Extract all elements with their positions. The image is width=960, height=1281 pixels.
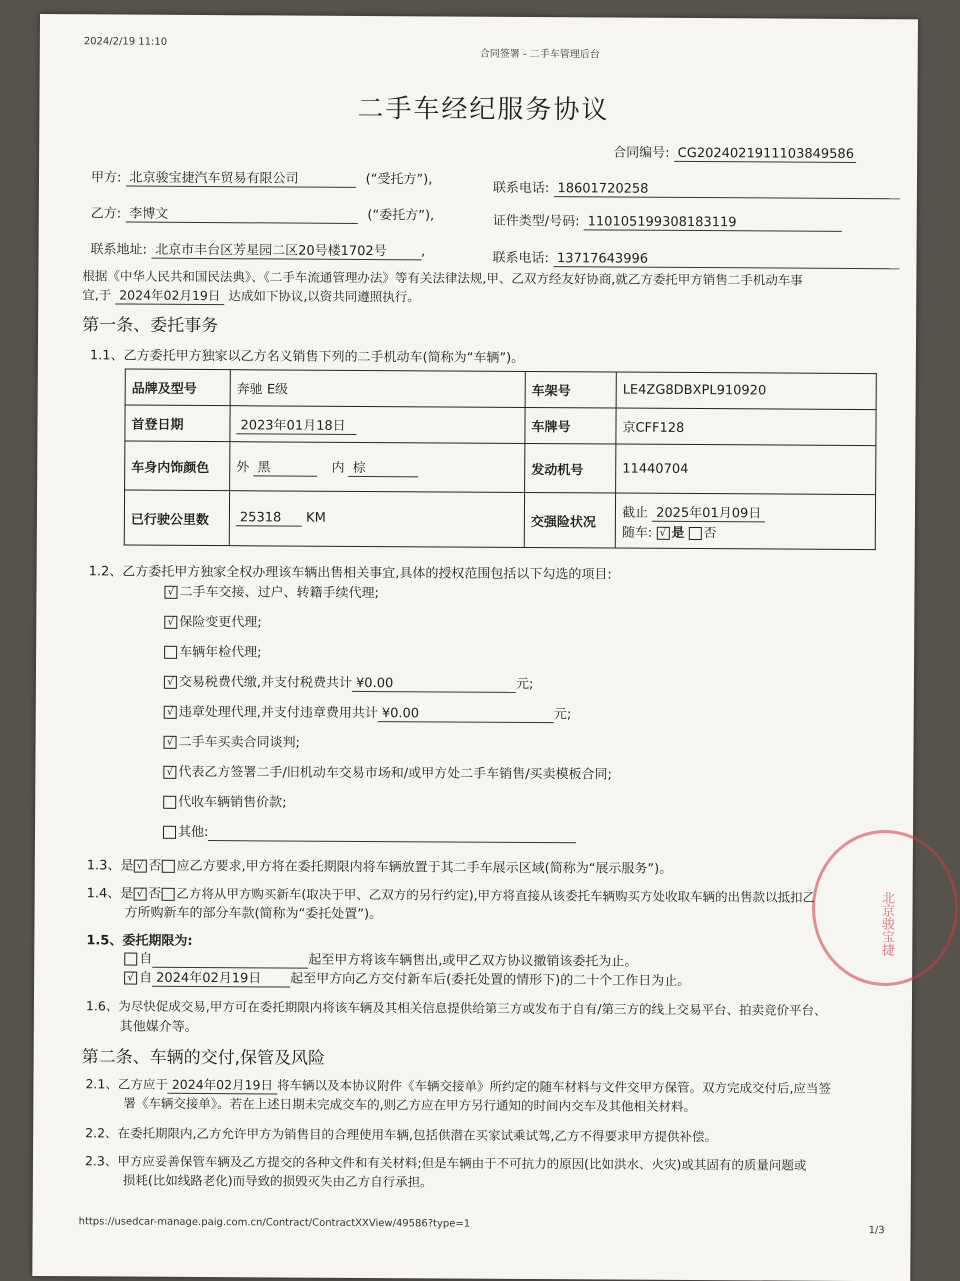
empty-checkbox bbox=[161, 860, 174, 873]
checked-checkbox: √ bbox=[163, 766, 176, 779]
party-a-phone: 联系电话: 18601720258 bbox=[493, 177, 900, 199]
clause-2-2: 2.2、在委托期限内,乙方允许甲方为销售目的合理使用车辆,包括供潜在买家试乘试驾,乙方不得要求甲方提供补偿。 bbox=[85, 1125, 718, 1145]
vehicle-table bbox=[124, 369, 877, 551]
intro-line-2: 宜,于 2024年02月19日 达成如下协议,以资共同遵照执行。 bbox=[82, 287, 420, 305]
vehicle-reg-date: 2023年01月18日 bbox=[236, 414, 356, 435]
page-title: 二手车经纪服务协议 bbox=[357, 93, 610, 126]
site-title: 合同签署 - 二手车管理后台 bbox=[479, 48, 600, 61]
clause-1-4-line-2: 方所购新车的部分车款(简称为“委托处置”)。 bbox=[124, 905, 383, 923]
list-item: √ 代表乙方签署二手/旧机动车交易市场和/或甲方处二手车销售/买卖模板合同; bbox=[163, 761, 612, 783]
table-row: 已行驶公里数 25318 KM 交强险状况 截止 2025年01月09日 随车: √ 是 否 bbox=[124, 490, 875, 550]
party-a-name: 北京骏宝捷汽车贸易有限公司 bbox=[125, 167, 355, 188]
party-b-address: 联系地址: 北京市丰台区芳星园二区20号楼1702号 , bbox=[91, 238, 426, 260]
checked-checkbox: √ bbox=[164, 616, 177, 629]
table-row: 品牌及型号 奔驰 E级 车架号 LE4ZG8DBXPL910920 bbox=[125, 369, 876, 410]
clause-1-2: 1.2、乙方委托甲方独家全权办理该车辆出售相关事宜,具体的授权范围包括以下勾选的项目: bbox=[88, 564, 612, 583]
table-row: 车身内饰颜色 外 黑 内 棕 发动机号 11440704 bbox=[125, 441, 876, 495]
clause-1-4: 1.4、是 √ 否 乙方将从甲方购买新车(取决于甲、乙双方的另行约定),甲方将直接从该委托车辆购买方处收取车辆的出售款以抵扣乙 bbox=[86, 885, 816, 905]
empty-checkbox bbox=[161, 888, 174, 901]
clause-2-1: 2.1、乙方应于 2024年02月19日 将车辆以及本协议附件《车辆交接单》所约定的随车材料与文件交甲方保管。双方完成交付后,应当签 bbox=[85, 1076, 832, 1096]
vehicle-mileage: 25318 bbox=[236, 510, 302, 526]
clause-2-3: 2.3、甲方应妥善保管车辆及乙方提交的各种文件和有关材料;但是车辆由于不可抗力的原因(比如洪水、火灾)或其固有的质量问题或 bbox=[84, 1153, 807, 1173]
checked-checkbox: √ bbox=[133, 860, 146, 873]
clause-1-6: 1.6、为尽快促成交易,甲方可在委托期限内将该车辆及其相关信息提供给第三方或发布于自有/第三方的线上交易平台、拍卖竞价平台、 bbox=[85, 998, 827, 1018]
insurance-no-checkbox bbox=[688, 526, 701, 539]
company-seal: 北京骏宝捷 bbox=[812, 830, 958, 986]
page-number: 1/3 bbox=[868, 1225, 885, 1237]
section-1-title: 第一条、委托事务 bbox=[82, 315, 219, 337]
party-b-row: 乙方: 李博文 (“委托方”), bbox=[91, 202, 435, 224]
intro-line-1: 根据《中华人民共和国民法典》、《二手车流通管理办法》等有关法律法规,甲、乙双方经友好协商,就乙方委托甲方销售二手机动车事 bbox=[82, 268, 803, 288]
empty-checkbox bbox=[164, 646, 177, 659]
checked-checkbox: √ bbox=[124, 972, 137, 985]
exterior-color: 黑 bbox=[253, 456, 317, 476]
party-b-name: 李博文 bbox=[125, 203, 357, 224]
empty-checkbox bbox=[163, 826, 176, 839]
list-item: √ 二手车交接、过户、转籍手续代理; bbox=[164, 581, 379, 601]
party-b-id: 证件类型/号码: 110105199308183119 bbox=[493, 210, 842, 232]
contract-page bbox=[32, 14, 918, 1281]
list-item: √ 交易税费代缴,并支付税费共计 ¥0.00 元; bbox=[164, 671, 534, 693]
section-2-title: 第二条、车辆的交付,保管及风险 bbox=[81, 1047, 326, 1069]
interior-color: 棕 bbox=[349, 457, 419, 477]
term-option-a: 自 起至甲方将该车辆售出,或甲乙双方协议撤销该委托为止。 bbox=[124, 948, 637, 971]
insurance-date: 2025年01月09日 bbox=[652, 501, 765, 522]
clause-2-3-line-2: 损耗(比如线路老化)而导致的损毁灭失由乙方自行承担。 bbox=[122, 1172, 433, 1190]
term-option-b: √ 自 2024年02月19日 起至甲方向乙方交付新车后(委托处置的情形下)的二十个工作日为止。 bbox=[124, 967, 690, 990]
list-item: √ 二手车买卖合同谈判; bbox=[164, 731, 301, 751]
clause-2-1-line-2: 署《车辆交接单》。若在上述日期未完成交车的,则乙方应在甲方另行通知的时间内交车及其他相关材料。 bbox=[123, 1095, 697, 1115]
empty-checkbox bbox=[124, 953, 137, 966]
checked-checkbox: √ bbox=[133, 888, 146, 901]
vehicle-plate: 京CFF128 bbox=[616, 408, 876, 446]
party-a-row: 甲方: 北京骏宝捷汽车贸易有限公司 (“受托方”), bbox=[91, 166, 433, 188]
footer-url: https://usedcar-manage.paig.com.cn/Contract/ContractXXView/49586?type=1 bbox=[78, 1216, 471, 1230]
vehicle-engine: 11440704 bbox=[616, 444, 876, 495]
checked-checkbox: √ bbox=[164, 736, 177, 749]
clause-1-1: 1.1、乙方委托甲方独家以乙方名义销售下列的二手机动车(简称为“车辆”)。 bbox=[89, 348, 525, 366]
party-b-phone: 联系电话: 13717643996 bbox=[492, 247, 899, 269]
clause-1-6-line-2: 其他媒介等。 bbox=[119, 1019, 198, 1035]
print-datetime: 2024/2/19 11:10 bbox=[83, 36, 168, 48]
list-item: 代收车辆销售价款; bbox=[163, 791, 287, 811]
list-item: √ 违章处理代理,并支付违章费用共计 ¥0.00 元; bbox=[164, 701, 572, 723]
list-item: 车辆年检代理; bbox=[164, 641, 262, 661]
vehicle-brand: 奔驰 E级 bbox=[230, 370, 525, 408]
list-item: 其他: bbox=[163, 821, 577, 844]
contract-number: 合同编号: CG2024021911103849586 bbox=[613, 145, 855, 162]
empty-checkbox bbox=[163, 796, 176, 809]
clause-1-5-title: 1.5、委托期限为: bbox=[86, 933, 193, 949]
vehicle-vin: LE4ZG8DBXPL910920 bbox=[616, 372, 876, 410]
clause-1-3: 1.3、是 √ 否 应乙方要求,甲方将在委托期限内将车辆放置于其二手车展示区域(简称为“展示服务”)。 bbox=[86, 858, 673, 877]
table-row: 首登日期 2023年01月18日 车牌号 京CFF128 bbox=[125, 405, 876, 446]
checked-checkbox: √ bbox=[164, 586, 177, 599]
checked-checkbox: √ bbox=[164, 706, 177, 719]
list-item: √ 保险变更代理; bbox=[164, 611, 262, 631]
insurance-yes-checkbox: √ bbox=[656, 526, 669, 539]
checked-checkbox: √ bbox=[164, 676, 177, 689]
